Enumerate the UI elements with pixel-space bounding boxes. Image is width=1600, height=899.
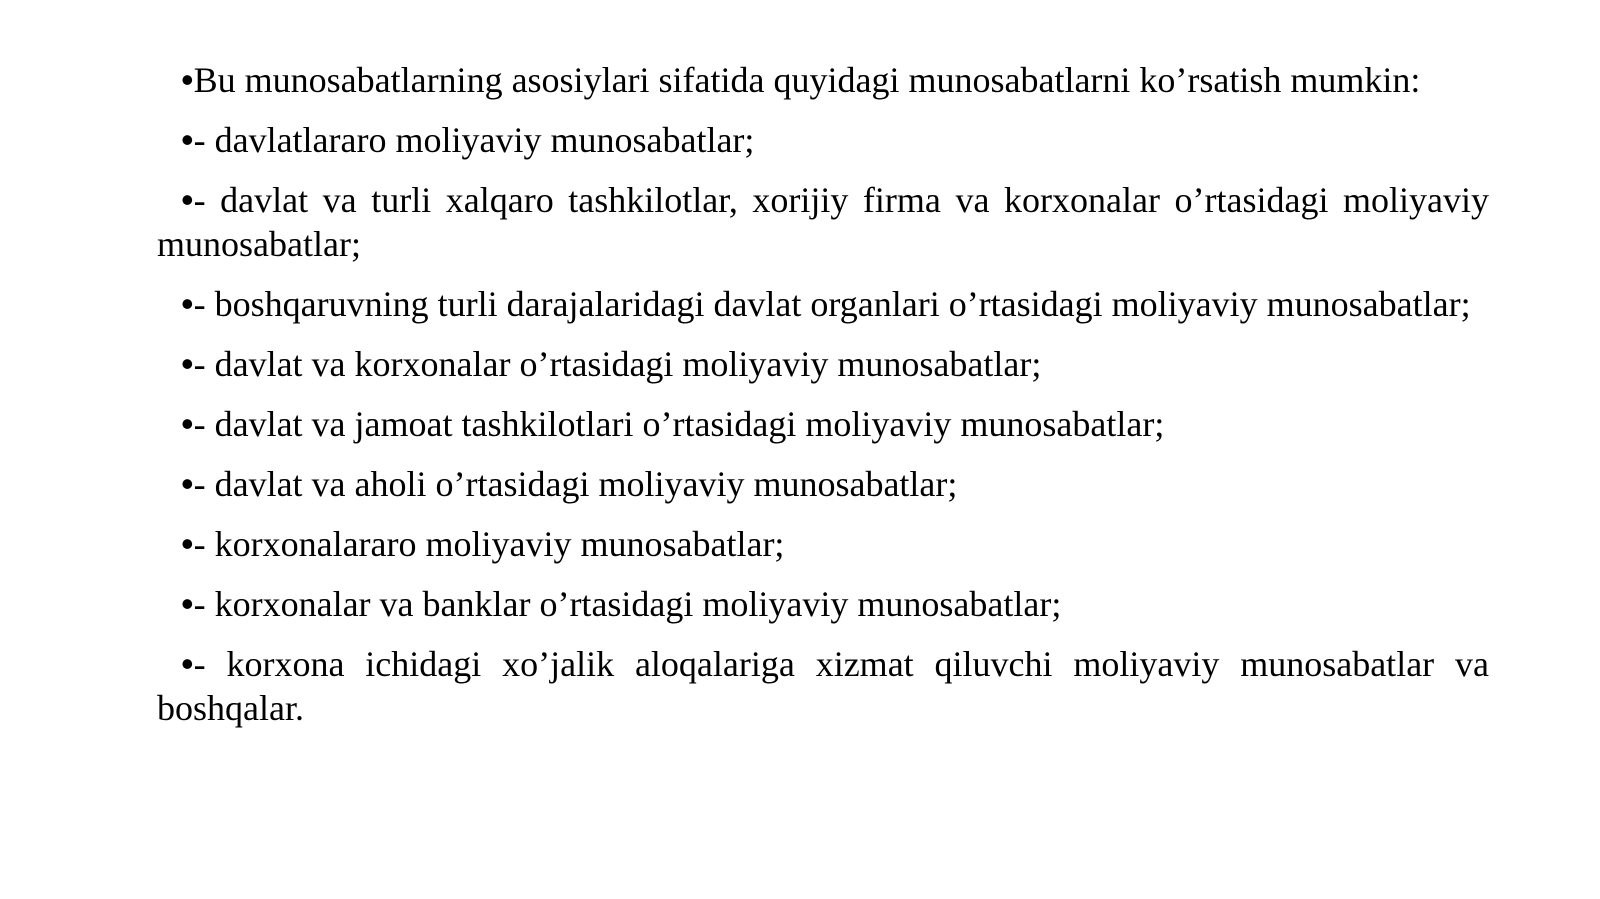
list-item [157, 462, 1489, 506]
bullet-icon: • [181, 179, 194, 220]
list-item [157, 522, 1489, 566]
bullet-icon: • [181, 463, 194, 504]
list-item-text: - davlatlararo moliyaviy munosabatlar; [193, 120, 755, 160]
list-item-text: - boshqaruvning turli darajalaridagi davlat organlari o’rtasidagi moliyaviy munosabatlar; [193, 284, 1471, 324]
list-item [157, 178, 1489, 266]
list-item [157, 58, 1489, 102]
bullet-icon: • [181, 643, 194, 684]
list-item-text: - davlat va jamoat tashkilotlari o’rtasidagi moliyaviy munosabatlar; [193, 404, 1165, 444]
list-item-text: - davlat va aholi o’rtasidagi moliyaviy munosabatlar; [193, 464, 958, 504]
bullet-icon: • [181, 343, 194, 384]
bullet-list [157, 58, 1489, 746]
list-item-text: - korxonalar va banklar o’rtasidagi moliyaviy munosabatlar; [193, 584, 1062, 624]
list-item-text: - davlat va korxonalar o’rtasidagi moliyaviy munosabatlar; [193, 344, 1042, 384]
bullet-icon: • [181, 523, 194, 564]
list-item-text: - davlat va turli xalqaro tashkilotlar, xorijiy firma va korxonalar o’rtasidagi moliyaviy munosabatlar; [157, 180, 1489, 264]
bullet-icon: • [181, 583, 194, 624]
list-item [157, 642, 1489, 730]
list-item-text: Bu munosabatlarning asosiylari sifatida quyidagi munosabatlarni ko’rsatish mumkin: [193, 60, 1421, 100]
list-item-text: - korxona ichidagi xo’jalik aloqalariga xizmat qiluvchi moliyaviy munosabatlar va boshqalar. [157, 644, 1489, 728]
bullet-icon: • [181, 59, 194, 100]
list-item [157, 582, 1489, 626]
list-item-text: - korxonalararo moliyaviy munosabatlar; [193, 524, 785, 564]
list-item [157, 402, 1489, 446]
list-item [157, 282, 1489, 326]
list-item [157, 342, 1489, 386]
bullet-icon: • [181, 119, 194, 160]
list-item [157, 118, 1489, 162]
bullet-icon: • [181, 283, 194, 324]
bullet-icon: • [181, 403, 194, 444]
